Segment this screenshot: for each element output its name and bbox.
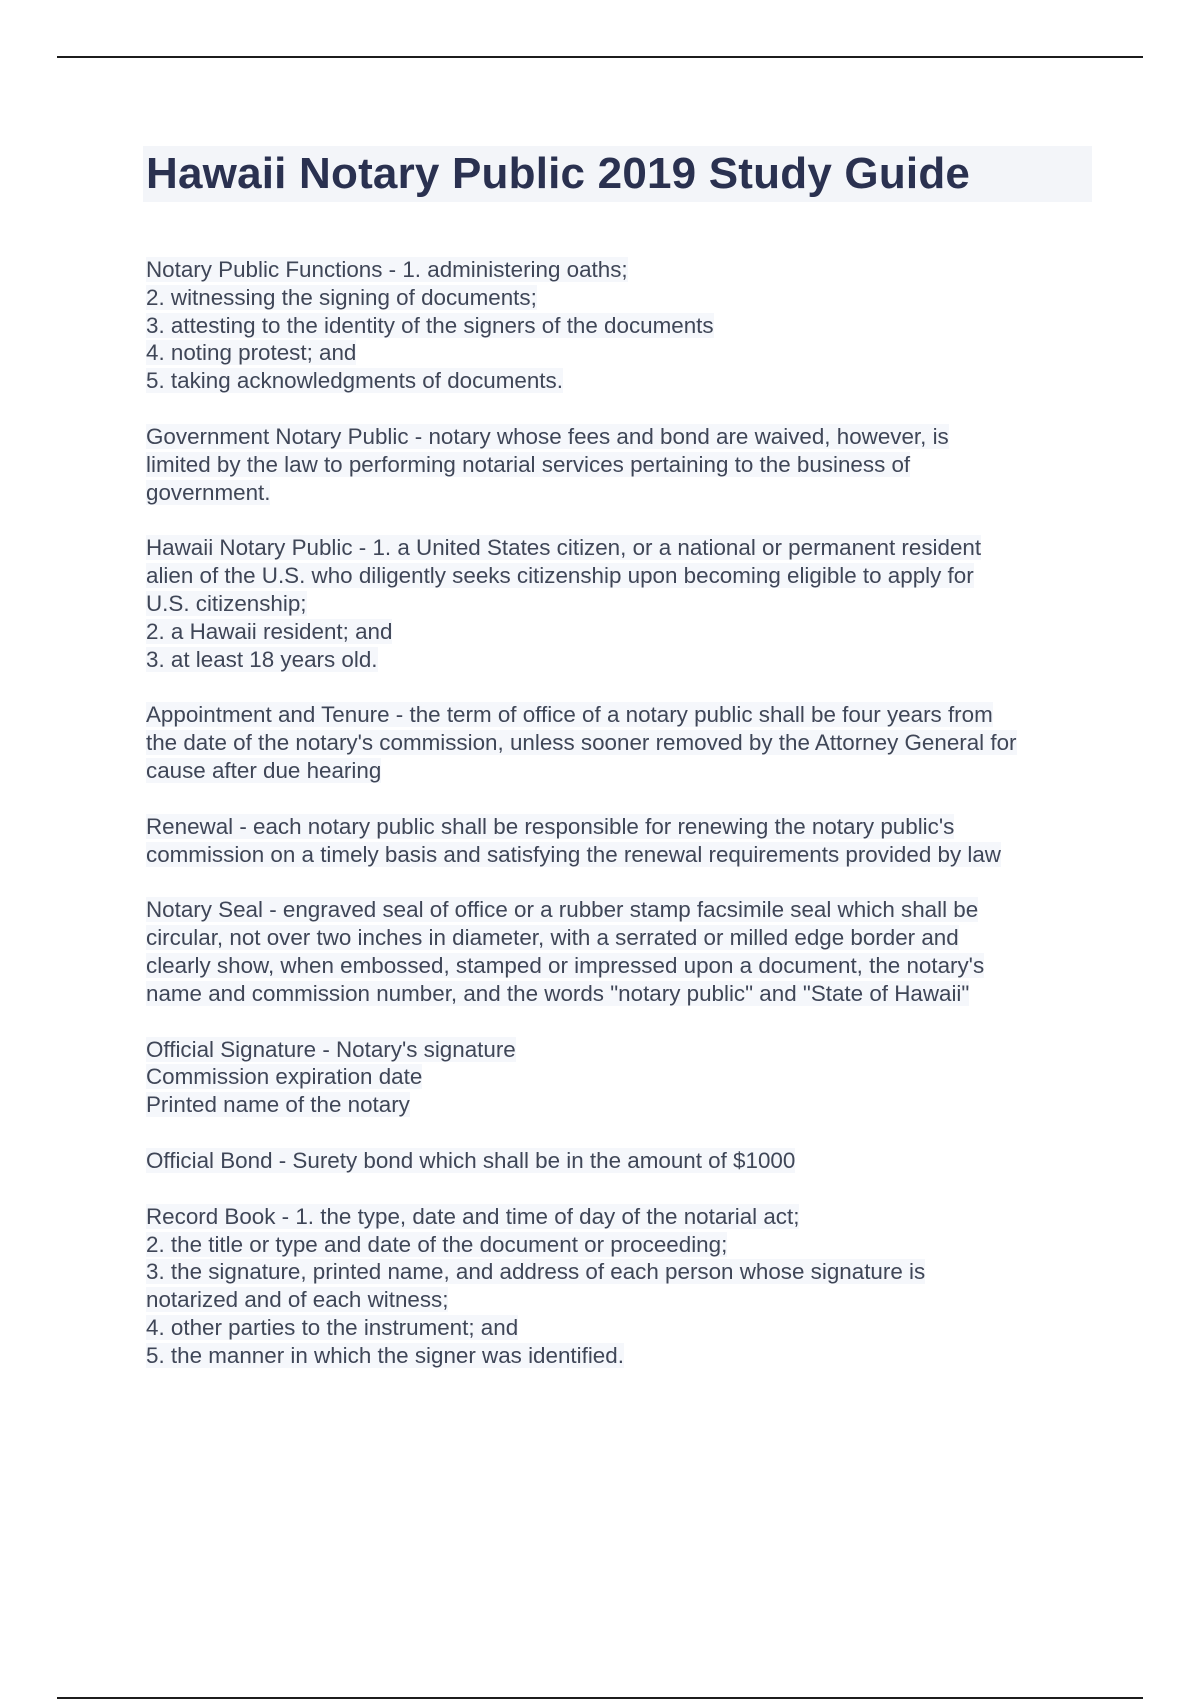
entry-line: name and commission number, and the words "notary public" and "State of Hawaii" [146, 980, 970, 1006]
entry-line: cause after due hearing [146, 757, 382, 783]
entry-line: government. [146, 479, 271, 505]
entry-government-notary-public [146, 423, 1106, 506]
study-guide-content [146, 256, 1106, 1398]
top-rule [57, 56, 1143, 58]
entry-line: commission on a timely basis and satisfying the renewal requirements provided by law [146, 841, 1001, 867]
entry-line: 2. the title or type and date of the document or proceeding; [146, 1231, 728, 1257]
entry-line: 3. attesting to the identity of the signers of the documents [146, 312, 714, 338]
entry-hawaii-notary-public [146, 534, 1106, 673]
document-title: Hawaii Notary Public 2019 Study Guide [146, 149, 971, 198]
entry-record-book [146, 1203, 1106, 1370]
entry-line: Appointment and Tenure - the term of office of a notary public shall be four years from [146, 702, 993, 728]
entry-renewal [146, 813, 1106, 869]
entry-line: Official Signature - Notary's signature [146, 1036, 516, 1062]
entry-line: 5. the manner in which the signer was identified. [146, 1342, 624, 1368]
entry-line: 2. a Hawaii resident; and [146, 618, 393, 644]
entry-line: 4. other parties to the instrument; and [146, 1314, 519, 1340]
entry-line: Notary Public Functions - 1. administering oaths; [146, 257, 628, 282]
entry-line: circular, not over two inches in diameter, with a serrated or milled edge border and [146, 925, 959, 951]
entry-line: alien of the U.S. who diligently seeks citizenship upon becoming eligible to apply for [146, 563, 974, 589]
bottom-rule [57, 1697, 1143, 1699]
entry-line: 4. noting protest; and [146, 340, 357, 366]
entry-notary-seal [146, 896, 1106, 1007]
entry-line: 2. witnessing the signing of documents; [146, 284, 537, 310]
entry-line: clearly show, when embossed, stamped or impressed upon a document, the notary's [146, 952, 985, 978]
entry-line: notarized and of each witness; [146, 1287, 449, 1313]
entry-official-bond [146, 1147, 1106, 1175]
entry-line: 5. taking acknowledgments of documents. [146, 368, 563, 394]
entry-notary-public-functions [146, 256, 1106, 395]
entry-line: Notary Seal - engraved seal of office or a rubber stamp facsimile seal which shall be [146, 897, 979, 923]
entry-line: Renewal - each notary public shall be responsible for renewing the notary public's [146, 813, 955, 839]
entry-line: Hawaii Notary Public - 1. a United States citizen, or a national or permanent resident [146, 535, 982, 561]
entry-line: Official Bond - Surety bond which shall be in the amount of $1000 [146, 1147, 796, 1173]
entry-line: the date of the notary's commission, unless sooner removed by the Attorney General for [146, 730, 1017, 756]
entry-line: Printed name of the notary [146, 1092, 410, 1118]
entry-line: 3. the signature, printed name, and address of each person whose signature is [146, 1259, 926, 1285]
entry-line: 3. at least 18 years old. [146, 646, 378, 672]
entry-official-signature [146, 1036, 1106, 1119]
entry-line: Commission expiration date [146, 1064, 423, 1090]
entry-line: Record Book - 1. the type, date and time of day of the notarial act; [146, 1203, 800, 1229]
entry-line: U.S. citizenship; [146, 590, 307, 616]
entry-appointment-and-tenure [146, 701, 1106, 784]
entry-line: limited by the law to performing notarial services pertaining to the business of [146, 451, 911, 477]
entry-line: Government Notary Public - notary whose fees and bond are waived, however, is [146, 423, 949, 449]
